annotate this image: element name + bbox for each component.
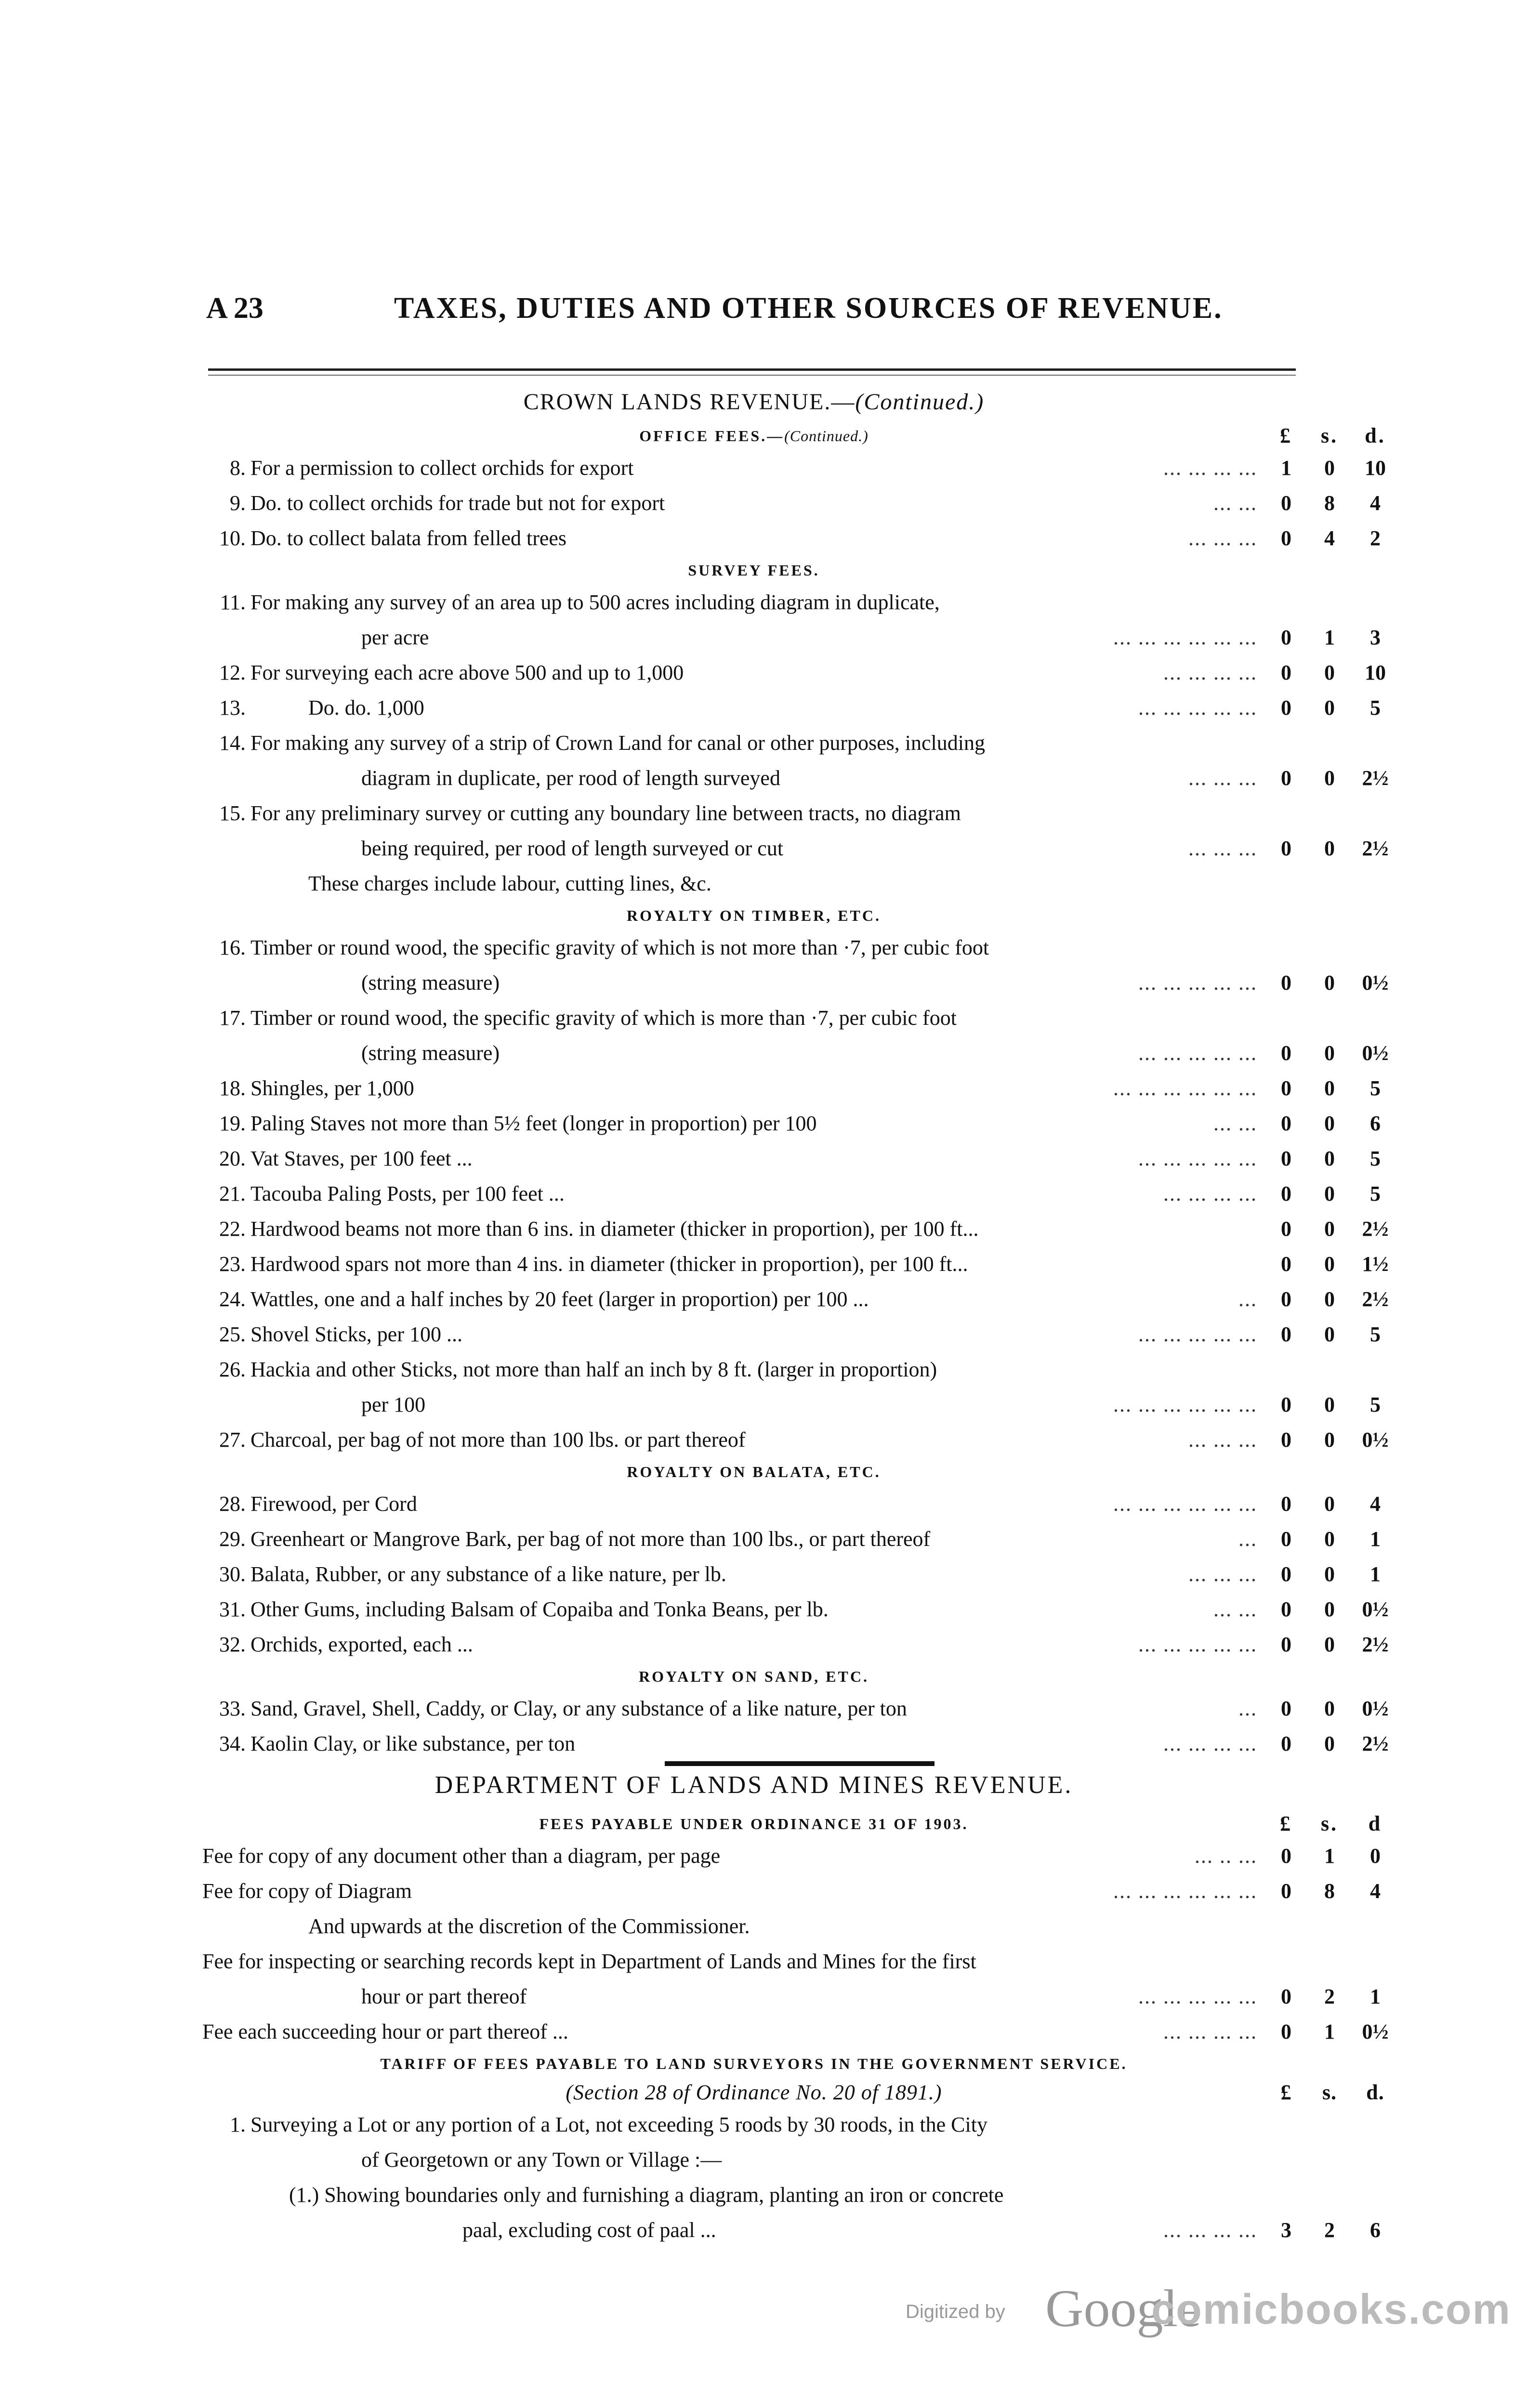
leader-dots: ... (1238, 1527, 1257, 1551)
amount-pounds: 0 (1281, 1527, 1291, 1551)
tariff-subheading: (Section 28 of Ordinance No. 20 of 1891.) £ s. d. (566, 2081, 1384, 2104)
amount-shillings: 0 (1324, 1182, 1335, 1205)
footer-watermark (906, 2278, 1513, 2338)
leader-dots: ... ... ... ... ... ... (1113, 1076, 1257, 1100)
fee-row (202, 1838, 1416, 1873)
fee-row (202, 521, 1416, 556)
leader-dots: ... ... ... ... ... ... (1113, 1492, 1257, 1516)
amount-pounds: 0 (1281, 661, 1291, 684)
leader-dots: ... ... ... (1188, 526, 1257, 550)
leader-dots: ... ... ... ... (1163, 456, 1257, 480)
amount-pence: 5 (1370, 1393, 1381, 1416)
amount-pounds: 0 (1281, 971, 1291, 995)
item-number: 25. (219, 1322, 246, 1346)
fee-row (202, 1106, 1416, 1141)
amount-pounds: 0 (1281, 626, 1291, 649)
leader-dots: ... ... ... ... ... (1138, 696, 1257, 720)
item-description: Timber or round wood, the specific gravity of which is more than ·7, per cubic foot (250, 1006, 957, 1030)
amount-shillings: 0 (1324, 1492, 1335, 1516)
amount-pounds: 0 (1281, 526, 1291, 550)
leader-dots: ... ... ... ... ... (1138, 1322, 1257, 1346)
amount-pence: 0½ (1362, 1597, 1389, 1621)
item-description: For making any survey of an area up to 500 acres including diagram in duplicate, (250, 590, 940, 614)
item-description: per 100 (361, 1393, 426, 1416)
amount-pence: 4 (1370, 1492, 1381, 1516)
fee-row (202, 1521, 1416, 1557)
fee-row (202, 1726, 1416, 1761)
leader-dots: ... ... ... ... ... (1138, 971, 1257, 995)
royalty-balata-heading: ROYALTY ON BALATA, ETC. (627, 1463, 881, 1480)
amount-shillings: 0 (1324, 1428, 1335, 1452)
item-description: Fee each succeeding hour or part thereof ... (202, 2020, 568, 2043)
item-number: 10. (219, 526, 246, 550)
amount-pence: 10 (1365, 661, 1386, 684)
fee-row (202, 1387, 1416, 1422)
leader-dots: ... ... ... ... (1163, 1182, 1257, 1205)
item-description: (string measure) (361, 1041, 500, 1065)
item-description: Do. do. 1,000 (308, 696, 424, 720)
royalty-sand-list (202, 1691, 1416, 1761)
amount-pounds: 0 (1281, 1182, 1291, 1205)
item-number: 1. (230, 2113, 246, 2136)
amount-pence: 0½ (1362, 1697, 1389, 1720)
item-description: Paling Staves not more than 5½ feet (longer in proportion) per 100 (250, 1112, 817, 1135)
amount-pounds: 0 (1281, 1428, 1291, 1452)
amount-shillings: 8 (1324, 491, 1335, 515)
item-description: And upwards at the discretion of the Commissioner. (308, 1914, 750, 1938)
fee-row (202, 1944, 1416, 1979)
item-number: 27. (219, 1428, 246, 1452)
amount-pounds: 0 (1281, 1597, 1291, 1621)
item-description: being required, per rood of length surveyed or cut (361, 837, 784, 860)
amount-pence: 1 (1370, 1985, 1381, 2008)
amount-pounds: 0 (1281, 1844, 1291, 1868)
amount-pence: 0½ (1362, 2020, 1389, 2043)
dept-lands-mines-heading: DEPARTMENT OF LANDS AND MINES REVENUE. (202, 1761, 1305, 1809)
fee-row (202, 2014, 1416, 2049)
amount-pence: 2½ (1362, 1633, 1389, 1656)
fee-row (202, 930, 1416, 965)
amount-pounds: 0 (1281, 1492, 1291, 1516)
fee-row (202, 1627, 1416, 1662)
ordinance-fees-heading: FEES PAYABLE UNDER ORDINANCE 31 OF 1903. £ s. d (539, 1812, 1382, 1835)
amount-pence: 2½ (1362, 1732, 1389, 1755)
header-rule-thin (208, 375, 1296, 376)
amount-pounds: 0 (1281, 1112, 1291, 1135)
amount-shillings: 0 (1324, 1527, 1335, 1551)
item-number: 20. (219, 1147, 246, 1170)
item-number: 34. (219, 1732, 246, 1755)
item-description: For a permission to collect orchids for export (250, 456, 634, 480)
item-description: Firewood, per Cord (250, 1492, 417, 1516)
item-number: 23. (219, 1252, 246, 1276)
leader-dots: ... ... (1213, 491, 1257, 515)
amount-pounds: 0 (1281, 696, 1291, 720)
amount-pence: 5 (1370, 1147, 1381, 1170)
amount-pence: 4 (1370, 1879, 1381, 1903)
amount-pence: 1½ (1362, 1252, 1389, 1276)
item-number: 12. (219, 661, 246, 684)
item-description: paal, excluding cost of paal ... (462, 2218, 716, 2242)
fee-row (202, 1691, 1416, 1726)
fee-row (202, 760, 1416, 796)
amount-pence: 0½ (1362, 1041, 1389, 1065)
amount-shillings: 8 (1324, 1879, 1335, 1903)
amount-shillings: 0 (1324, 766, 1335, 790)
item-description: Hackia and other Sticks, not more than half an inch by 8 ft. (larger in proportion) (250, 1358, 937, 1381)
item-description: For any preliminary survey or cutting any boundary line between tracts, no diagram (250, 801, 961, 825)
fee-row (202, 1282, 1416, 1317)
amount-pounds: 0 (1281, 766, 1291, 790)
amount-pence: 0½ (1362, 971, 1389, 995)
content (202, 383, 1416, 2248)
amount-pounds: 0 (1281, 1393, 1291, 1416)
amount-pence: 1 (1370, 1562, 1381, 1586)
amount-pounds: 0 (1281, 1562, 1291, 1586)
item-number: 11. (220, 590, 246, 614)
section-rule (665, 1761, 935, 1766)
item-description: Tacouba Paling Posts, per 100 feet ... (250, 1182, 565, 1205)
royalty-balata-list (202, 1486, 1416, 1662)
leader-dots: ... ... ... ... ... (1138, 1041, 1257, 1065)
amount-pence: 0 (1370, 1844, 1381, 1868)
amount-shillings: 1 (1324, 626, 1335, 649)
amount-pence: 0½ (1362, 1428, 1389, 1452)
leader-dots: ... ... ... ... ... (1138, 1633, 1257, 1656)
amount-pounds: 0 (1281, 1985, 1291, 2008)
fee-row (202, 1352, 1416, 1387)
tariff-list (202, 2107, 1416, 2248)
item-description: diagram in duplicate, per rood of length surveyed (361, 766, 780, 790)
amount-pounds: 0 (1281, 1217, 1291, 1241)
crown-lands-heading: CROWN LANDS REVENUE.—(Continued.) (523, 389, 985, 415)
amount-shillings: 0 (1324, 1633, 1335, 1656)
amount-shillings: 0 (1324, 1217, 1335, 1241)
royalty-sand-heading: ROYALTY ON SAND, ETC. (639, 1668, 869, 1685)
fee-row (202, 866, 1416, 901)
item-description: For surveying each acre above 500 and up to 1,000 (250, 661, 684, 684)
item-number: 18. (219, 1076, 246, 1100)
fee-row (202, 450, 1416, 485)
leader-dots: ... ... ... (1188, 1428, 1257, 1452)
amount-shillings: 0 (1324, 971, 1335, 995)
office-fees-list (202, 450, 1416, 556)
amount-pence: 6 (1370, 2218, 1381, 2242)
fee-row (202, 831, 1416, 866)
fee-row (202, 1592, 1416, 1627)
item-description: Vat Staves, per 100 feet ... (250, 1147, 473, 1170)
royalty-timber-list (202, 930, 1416, 1457)
item-description: Fee for copy of Diagram (202, 1879, 412, 1903)
leader-dots: ... ... (1213, 1112, 1257, 1135)
item-number: 8. (230, 456, 246, 480)
item-description: Kaolin Clay, or like substance, per ton (250, 1732, 576, 1755)
item-description: Wattles, one and a half inches by 20 feet (larger in proportion) per 100 ... (250, 1287, 869, 1311)
leader-dots: ... ... ... (1188, 766, 1257, 790)
amount-shillings: 0 (1324, 1697, 1335, 1720)
tariff-heading: TARIFF OF FEES PAYABLE TO LAND SURVEYORS IN THE GOVERNMENT SERVICE. (380, 2055, 1128, 2072)
google-logo: Google (1045, 2279, 1201, 2338)
item-number: 16. (219, 936, 246, 959)
item-number: 9. (230, 491, 246, 515)
item-description: Hardwood spars not more than 4 ins. in diameter (thicker in proportion), per 100 ft... (250, 1252, 968, 1276)
item-description: Greenheart or Mangrove Bark, per bag of not more than 100 lbs., or part thereof (250, 1527, 931, 1551)
amount-shillings: 0 (1324, 1732, 1335, 1755)
item-number: 15. (219, 801, 246, 825)
fee-row (202, 1246, 1416, 1282)
item-description: Other Gums, including Balsam of Copaiba and Tonka Beans, per lb. (250, 1597, 829, 1621)
item-description: These charges include labour, cutting lines, &c. (308, 872, 711, 895)
fee-row (202, 965, 1416, 1000)
amount-shillings: 1 (1324, 2020, 1335, 2043)
item-description: Shovel Sticks, per 100 ... (250, 1322, 462, 1346)
amount-pence: 10 (1365, 456, 1386, 480)
fee-row (202, 1873, 1416, 1909)
item-number: 13. (219, 696, 246, 720)
amount-pence: 5 (1370, 1182, 1381, 1205)
fee-row (202, 1317, 1416, 1352)
amount-pence: 5 (1370, 696, 1381, 720)
amount-pence: 6 (1370, 1112, 1381, 1135)
amount-pence: 5 (1370, 1076, 1381, 1100)
leader-dots: ... ... ... ... ... ... (1113, 626, 1257, 649)
amount-shillings: 0 (1324, 1252, 1335, 1276)
item-number: 24. (219, 1287, 246, 1311)
leader-dots: ... ... ... ... (1163, 661, 1257, 684)
amount-pounds: 1 (1281, 456, 1291, 480)
item-description: Balata, Rubber, or any substance of a like nature, per lb. (250, 1562, 726, 1586)
amount-shillings: 4 (1324, 526, 1335, 550)
item-number: 28. (219, 1492, 246, 1516)
amount-pence: 2½ (1362, 1287, 1389, 1311)
item-description: Orchids, exported, each ... (250, 1633, 473, 1656)
fee-row (202, 485, 1416, 521)
fee-row (202, 725, 1416, 760)
item-description: (1.) Showing boundaries only and furnishing a diagram, planting an iron or concrete (289, 2183, 1004, 2207)
amount-shillings: 0 (1324, 696, 1335, 720)
amount-pence: 5 (1370, 1322, 1381, 1346)
amount-shillings: 0 (1324, 1597, 1335, 1621)
item-number: 17. (219, 1006, 246, 1030)
fee-row (202, 1035, 1416, 1071)
fee-row (202, 1176, 1416, 1211)
amount-pence: 2½ (1362, 766, 1389, 790)
item-description: (string measure) (361, 971, 500, 995)
amount-shillings: 0 (1324, 1041, 1335, 1065)
item-number: 14. (219, 731, 246, 755)
amount-shillings: 0 (1324, 1322, 1335, 1346)
amount-shillings: 2 (1324, 1985, 1335, 2008)
leader-dots: ... ... ... ... ... (1138, 1985, 1257, 2008)
item-description: Surveying a Lot or any portion of a Lot, not exceeding 5 roods by 30 roods, in the City (250, 2113, 987, 2136)
fee-row (202, 2107, 1416, 2142)
leader-dots: ... ... ... ... (1163, 2020, 1257, 2043)
item-description: Timber or round wood, the specific gravity of which is not more than ·7, per cubic foot (250, 936, 989, 959)
amount-pounds: 0 (1281, 1041, 1291, 1065)
item-number: 30. (219, 1562, 246, 1586)
item-description: Hardwood beams not more than 6 ins. in diameter (thicker in proportion), per 100 ft... (250, 1217, 979, 1241)
leader-dots: ... ... ... ... ... (1138, 1147, 1257, 1170)
amount-shillings: 0 (1324, 837, 1335, 860)
amount-pounds: 0 (1281, 491, 1291, 515)
fee-row (202, 1071, 1416, 1106)
survey-fees-list (202, 585, 1416, 901)
page-header (206, 291, 1295, 335)
ordinance-fees-list (202, 1838, 1416, 2049)
fee-row (202, 1557, 1416, 1592)
item-description: Do. to collect orchids for trade but not for export (250, 491, 665, 515)
amount-pence: 2½ (1362, 837, 1389, 860)
amount-pence: 4 (1370, 491, 1381, 515)
amount-shillings: 0 (1324, 1076, 1335, 1100)
leader-dots: ... ... ... ... ... ... (1113, 1393, 1257, 1416)
fee-row (202, 1211, 1416, 1246)
fee-row (202, 1000, 1416, 1035)
item-description: Fee for copy of any document other than a diagram, per page (202, 1844, 721, 1868)
fee-row (202, 690, 1416, 725)
leader-dots: ... ... (1213, 1597, 1257, 1621)
amount-pence: 2 (1370, 526, 1381, 550)
leader-dots: ... ... ... ... (1163, 2218, 1257, 2242)
amount-pounds: 0 (1281, 1732, 1291, 1755)
leader-dots: ... ... ... ... (1163, 1732, 1257, 1755)
leader-dots: ... ... ... (1188, 837, 1257, 860)
fee-row (202, 796, 1416, 831)
item-number: 22. (219, 1217, 246, 1241)
item-description: For making any survey of a strip of Crown Land for canal or other purposes, including (250, 731, 985, 755)
header-rule (208, 368, 1296, 371)
leader-dots: ... (1238, 1287, 1257, 1311)
fee-row (202, 1141, 1416, 1176)
amount-pounds: 0 (1281, 1252, 1291, 1276)
amount-pounds: 0 (1281, 1322, 1291, 1346)
amount-shillings: 2 (1324, 2218, 1335, 2242)
amount-pence: 1 (1370, 1527, 1381, 1551)
fee-row (202, 2177, 1416, 2212)
leader-dots: ... ... ... (1188, 1562, 1257, 1586)
item-description: Fee for inspecting or searching records kept in Department of Lands and Mines for the first (202, 1950, 976, 1973)
item-number: 31. (219, 1597, 246, 1621)
fee-row (202, 655, 1416, 690)
amount-pence: 3 (1370, 626, 1381, 649)
amount-shillings: 0 (1324, 1287, 1335, 1311)
fee-row (202, 1486, 1416, 1521)
item-description: Sand, Gravel, Shell, Caddy, or Clay, or any substance of a like nature, per ton (250, 1697, 907, 1720)
watermark-text: comicbooks.com (1151, 2285, 1511, 2333)
item-description: Charcoal, per bag of not more than 100 lbs. or part thereof (250, 1428, 746, 1452)
item-description: hour or part thereof (361, 1985, 527, 2008)
amount-shillings: 0 (1324, 1112, 1335, 1135)
office-fees-heading: OFFICE FEES.—(Continued.) £ s. d. (639, 424, 1386, 447)
fee-row (202, 2142, 1416, 2177)
leader-dots: ... .. ... (1195, 1844, 1257, 1868)
fee-row (202, 2212, 1416, 2248)
amount-shillings: 0 (1324, 661, 1335, 684)
item-number: 19. (219, 1112, 246, 1135)
fee-row (202, 1979, 1416, 2014)
amount-pounds: 0 (1281, 2020, 1291, 2043)
fee-row (202, 1422, 1416, 1457)
amount-pounds: 0 (1281, 1287, 1291, 1311)
royalty-timber-heading: ROYALTY ON TIMBER, ETC. (627, 907, 881, 924)
item-description: of Georgetown or any Town or Village :— (361, 2148, 722, 2172)
amount-pence: 2½ (1362, 1217, 1389, 1241)
digitized-label: Digitized by (906, 2301, 1005, 2322)
amount-pounds: 0 (1281, 837, 1291, 860)
fee-row (202, 620, 1416, 655)
item-number: 33. (219, 1697, 246, 1720)
amount-shillings: 0 (1324, 1562, 1335, 1586)
page-number: A 23 (206, 292, 263, 325)
item-description: Shingles, per 1,000 (250, 1076, 414, 1100)
item-number: 32. (219, 1633, 246, 1656)
item-number: 26. (219, 1358, 246, 1381)
amount-pounds: 0 (1281, 1076, 1291, 1100)
amount-shillings: 0 (1324, 456, 1335, 480)
amount-shillings: 1 (1324, 1844, 1335, 1868)
amount-shillings: 0 (1324, 1393, 1335, 1416)
amount-pounds: 0 (1281, 1879, 1291, 1903)
fee-row (202, 585, 1416, 620)
fee-row (202, 1909, 1416, 1944)
leader-dots: ... (1238, 1697, 1257, 1720)
item-number: 21. (219, 1182, 246, 1205)
running-title: TAXES, DUTIES AND OTHER SOURCES OF REVENUE. (394, 292, 1223, 325)
amount-shillings: 0 (1324, 1147, 1335, 1170)
leader-dots: ... ... ... ... ... ... (1113, 1879, 1257, 1903)
item-description: Do. to collect balata from felled trees (250, 526, 567, 550)
item-number: 29. (219, 1527, 246, 1551)
amount-pounds: 3 (1281, 2218, 1291, 2242)
amount-pounds: 0 (1281, 1147, 1291, 1170)
item-description: per acre (361, 626, 429, 649)
survey-fees-heading: SURVEY FEES. (688, 562, 820, 579)
amount-pounds: 0 (1281, 1633, 1291, 1656)
amount-pounds: 0 (1281, 1697, 1291, 1720)
